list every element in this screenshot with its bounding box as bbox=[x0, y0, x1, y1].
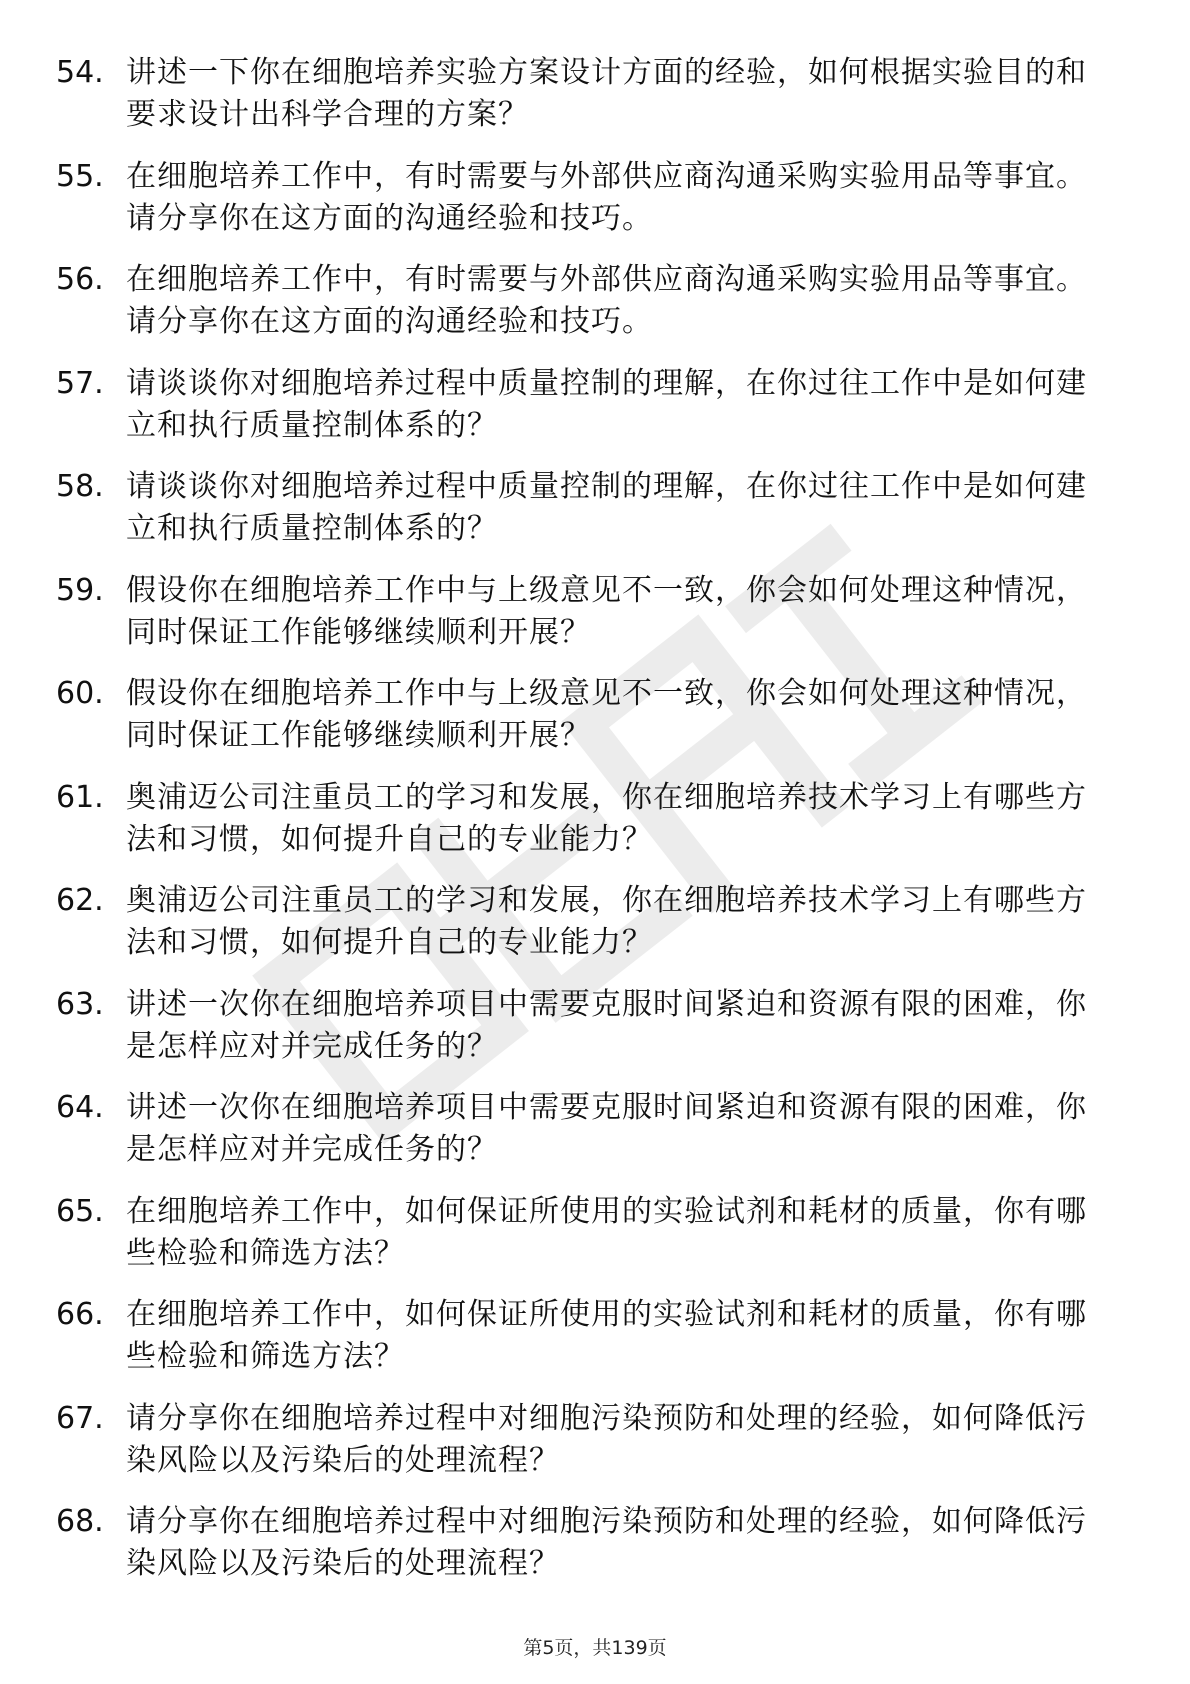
question-number: 66. bbox=[56, 1297, 104, 1332]
question-text: 讲述一次你在细胞培养项目中需要克服时间紧迫和资源有限的困难，你是怎样应对并完成任务的？ bbox=[126, 1090, 1087, 1167]
question-number: 67. bbox=[56, 1400, 104, 1436]
page-footer: 第5页，共139页 bbox=[523, 1637, 667, 1659]
question-item bbox=[56, 570, 1116, 674]
question-text: 讲述一下你在细胞培养实验方案设计方面的经验，如何根据实验目的和要求设计出科学合理的方案？ bbox=[126, 55, 1087, 132]
question-number: 64. bbox=[56, 1090, 104, 1125]
question-item bbox=[56, 156, 1116, 260]
question-text: 请分享你在细胞培养过程中对细胞污染预防和处理的经验，如何降低污染风险以及污染后的处理流程？ bbox=[126, 1400, 1087, 1478]
question-text: 奥浦迈公司注重员工的学习和发展，你在细胞培养技术学习上有哪些方法和习惯，如何提升自己的专业能力？ bbox=[126, 883, 1087, 960]
question-item bbox=[56, 1501, 1116, 1605]
question-number: 57. bbox=[56, 365, 104, 401]
question-item bbox=[56, 777, 1116, 881]
question-text: 假设你在细胞培养工作中与上级意见不一致，你会如何处理这种情况，同时保证工作能够继续顺利开展？ bbox=[126, 676, 1087, 753]
question-number: 56. bbox=[56, 262, 104, 297]
question-number: 59. bbox=[56, 572, 104, 608]
question-text: 奥浦迈公司注重员工的学习和发展，你在细胞培养技术学习上有哪些方法和习惯，如何提升自己的专业能力？ bbox=[126, 779, 1087, 857]
question-number: 61. bbox=[56, 779, 104, 815]
question-text: 请分享你在细胞培养过程中对细胞污染预防和处理的经验，如何降低污染风险以及污染后的处理流程？ bbox=[126, 1504, 1087, 1581]
question-item bbox=[56, 52, 1116, 156]
question-item bbox=[56, 984, 1116, 1088]
question-item bbox=[56, 259, 1116, 363]
question-number: 65. bbox=[56, 1193, 104, 1229]
question-text: 在细胞培养工作中，如何保证所使用的实验试剂和耗材的质量，你有哪些检验和筛选方法？ bbox=[126, 1297, 1087, 1374]
question-number: 54. bbox=[56, 55, 104, 90]
question-item bbox=[56, 1191, 1116, 1295]
question-list bbox=[56, 52, 1116, 1605]
question-item bbox=[56, 1087, 1116, 1191]
question-text: 在细胞培养工作中，如何保证所使用的实验试剂和耗材的质量，你有哪些检验和筛选方法？ bbox=[126, 1193, 1087, 1271]
question-text: 在细胞培养工作中，有时需要与外部供应商沟通采购实验用品等事宜。请分享你在这方面的沟通经验和技巧。 bbox=[126, 158, 1087, 236]
question-text: 假设你在细胞培养工作中与上级意见不一致，你会如何处理这种情况，同时保证工作能够继续顺利开展？ bbox=[126, 572, 1087, 650]
question-text: 讲述一次你在细胞培养项目中需要克服时间紧迫和资源有限的困难，你是怎样应对并完成任务的？ bbox=[126, 986, 1087, 1064]
question-number: 58. bbox=[56, 469, 104, 504]
question-item bbox=[56, 880, 1116, 984]
question-number: 63. bbox=[56, 986, 104, 1022]
question-item bbox=[56, 363, 1116, 467]
question-item bbox=[56, 466, 1116, 570]
question-number: 55. bbox=[56, 158, 104, 194]
question-item bbox=[56, 1294, 1116, 1398]
question-text: 请谈谈你对细胞培养过程中质量控制的理解，在你过往工作中是如何建立和执行质量控制体系的？ bbox=[126, 365, 1087, 443]
question-number: 62. bbox=[56, 883, 104, 918]
question-item bbox=[56, 1398, 1116, 1502]
question-text: 请谈谈你对细胞培养过程中质量控制的理解，在你过往工作中是如何建立和执行质量控制体系的？ bbox=[126, 469, 1087, 546]
question-text: 在细胞培养工作中，有时需要与外部供应商沟通采购实验用品等事宜。请分享你在这方面的沟通经验和技巧。 bbox=[126, 262, 1087, 339]
question-number: 68. bbox=[56, 1504, 104, 1539]
question-item bbox=[56, 673, 1116, 777]
question-number: 60. bbox=[56, 676, 104, 711]
